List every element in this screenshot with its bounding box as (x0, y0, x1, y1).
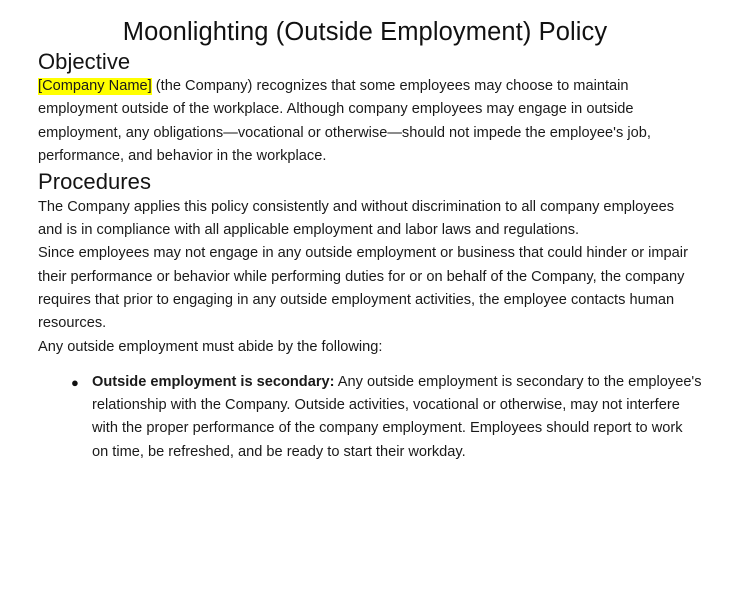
section-heading-procedures: Procedures (38, 169, 152, 195)
bullet-list (38, 371, 702, 464)
paragraph-procedures-compliance: The Company applies this policy consistently and without discrimination to all company employees and is in compliance with all applicable employment and labor laws and regulations. (38, 198, 675, 239)
document-title: Moonlighting (Outside Employment) Policy (122, 18, 608, 46)
document-body (0, 48, 730, 464)
company-name-placeholder-highlight: [Company Name] (38, 78, 152, 95)
paragraph-objective-text: (the Company) recognizes that some employees may choose to maintain employment outside of the workplace. Although company employees may engage in outside employment, any obligations—vocational or otherwise—should not impede the employee's job, performance, and behavior in the workplace. (38, 78, 651, 164)
paragraph-objective (38, 75, 702, 168)
paragraph-bullet-leadin: Any outside employment must abide by the following: (38, 338, 383, 355)
list-item (38, 371, 702, 464)
list-item-text: Any outside employment is secondary to the employee's relationship with the Company. Outside activities, vocational or otherwise, may not interfere with the proper performance of the company employment. Employees should report to work on time, be refreshed, and be ready to start their workday. (92, 373, 702, 460)
paragraph-procedures-prior-notice: Since employees may not engage in any outside employment or business that could hinder or impair their performance or behavior while performing duties for or on behalf of the Company, the company requires that prior to engaging in any outside employment activities, the employee contacts human resources. (38, 245, 688, 332)
bullet-point-icon: ● (71, 374, 79, 390)
section-heading-objective: Objective (38, 48, 131, 74)
list-item-bold-lead: Outside employment is secondary: (92, 373, 335, 390)
